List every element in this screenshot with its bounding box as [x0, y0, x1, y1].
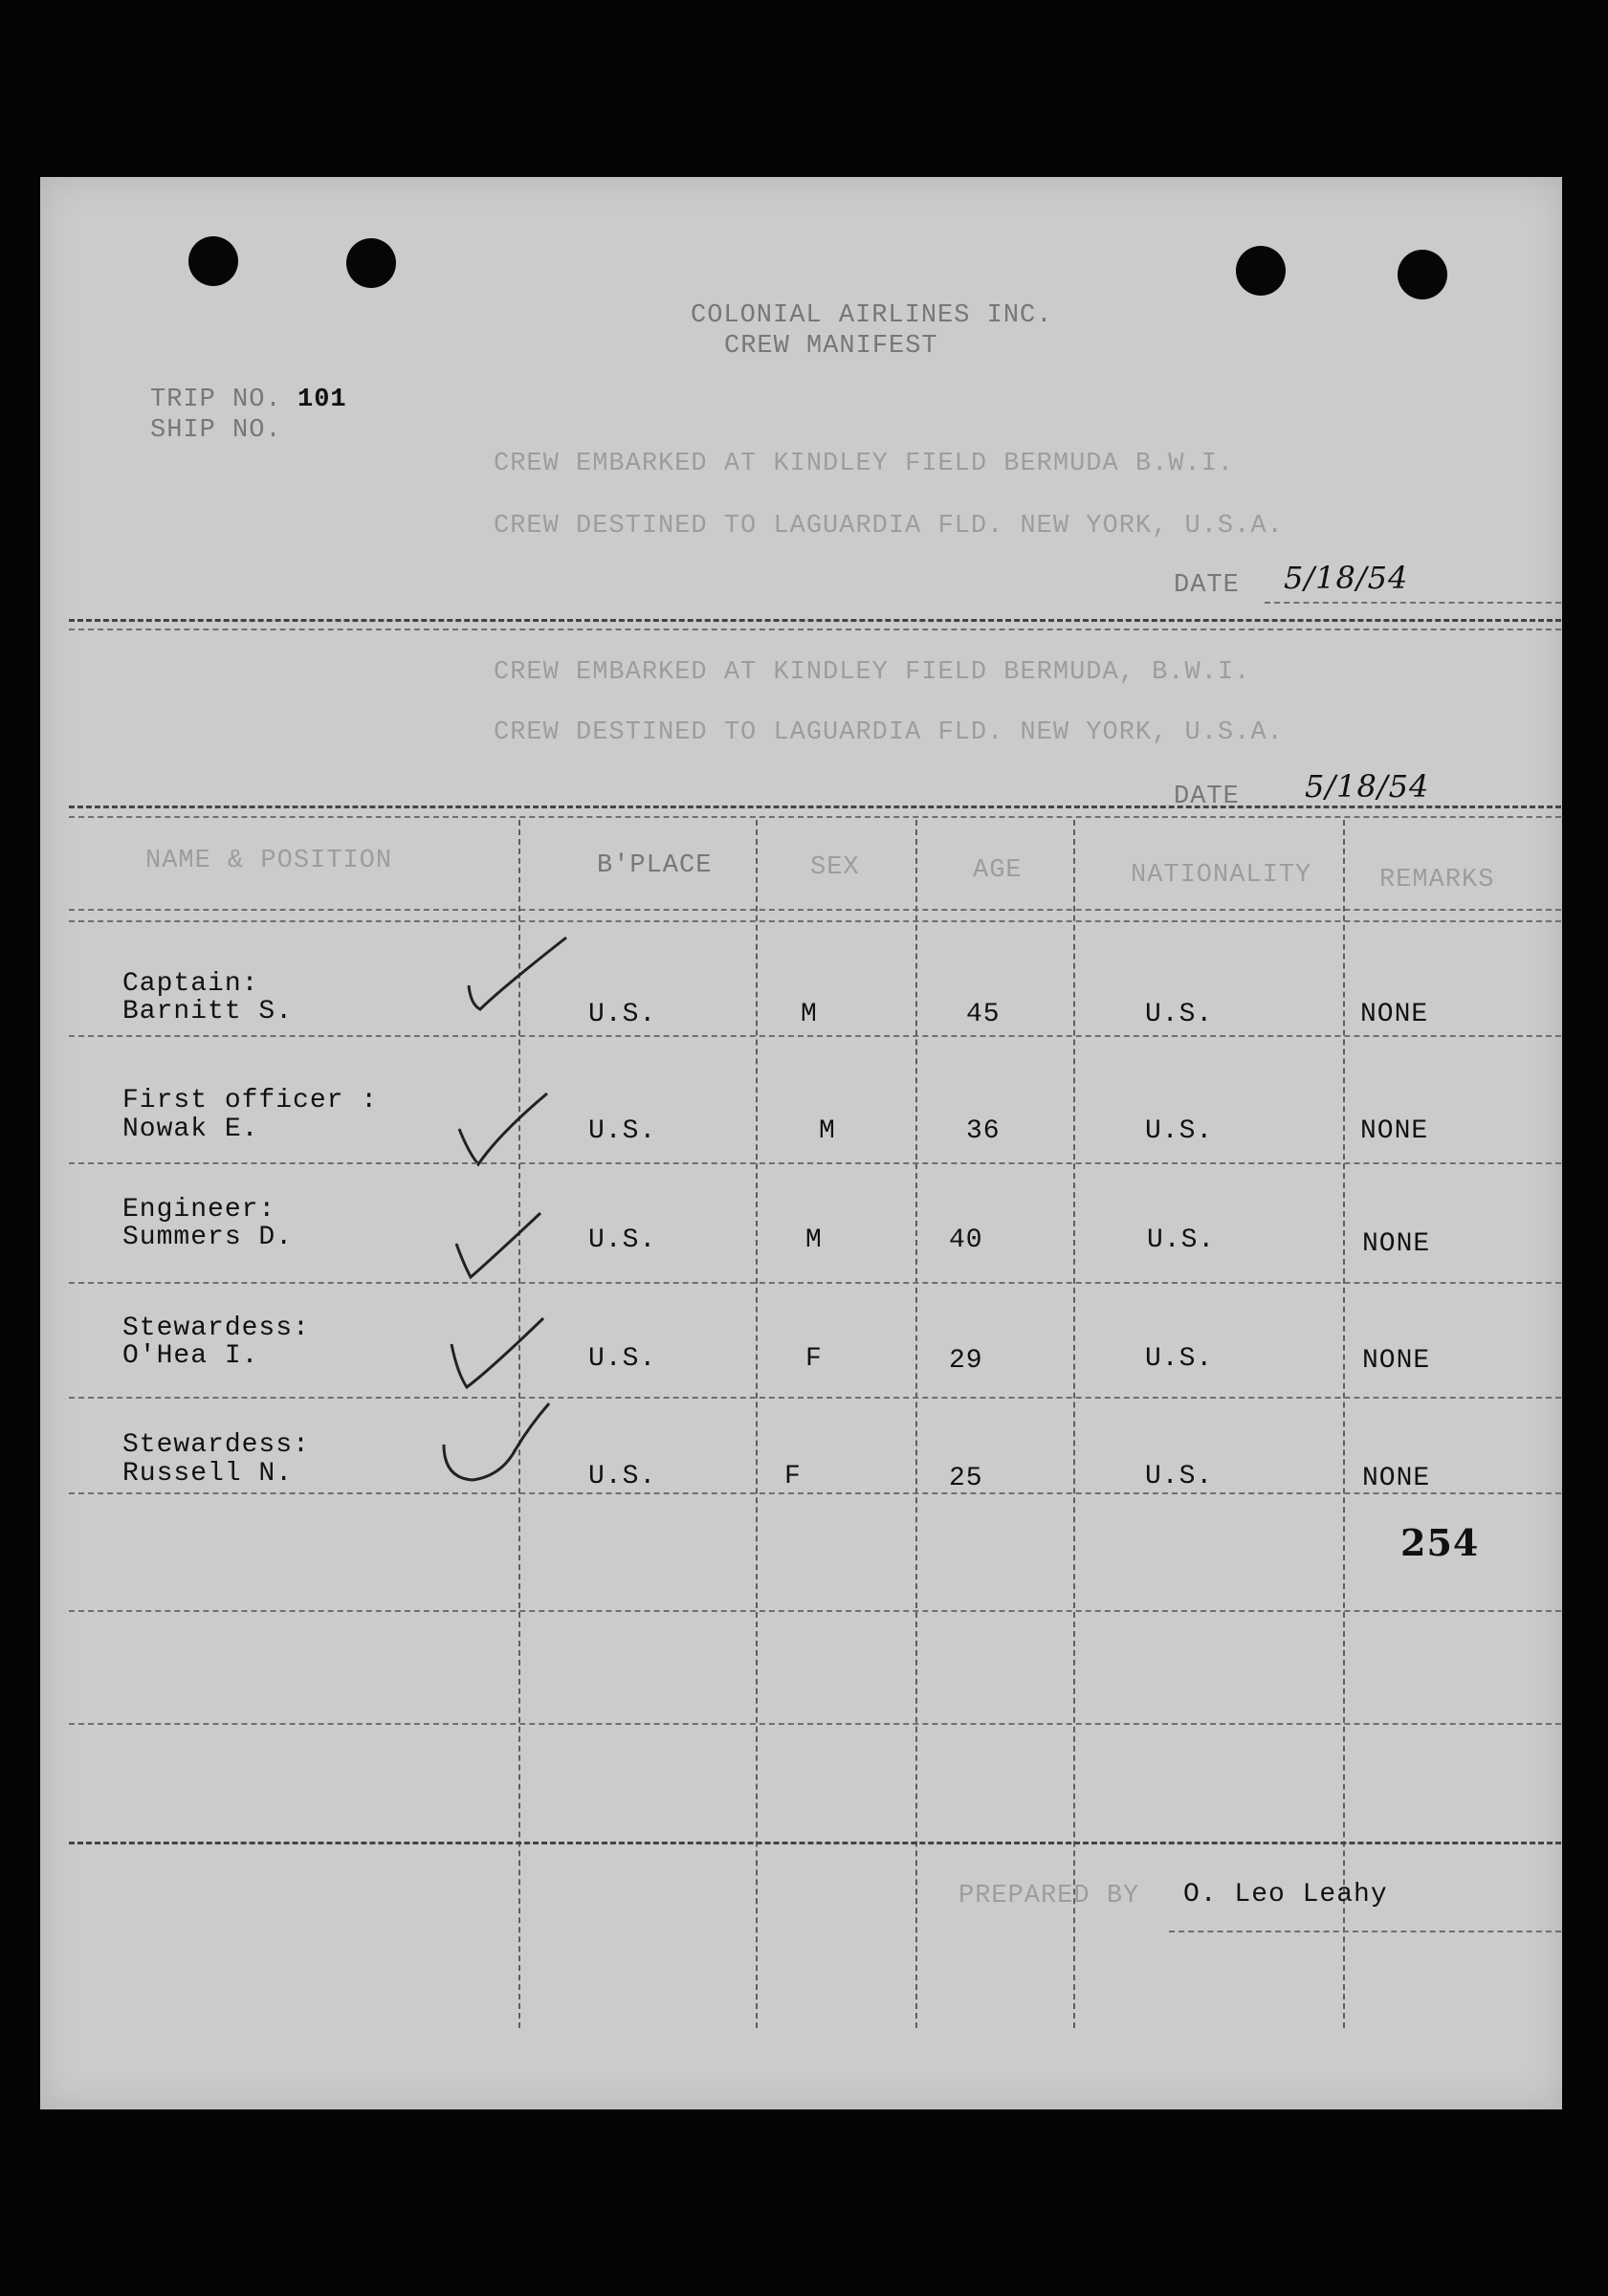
- header-rule-2: [69, 920, 1561, 922]
- embarked-line-1: CREW EMBARKED AT KINDLEY FIELD BERMUDA B.W.I.: [494, 450, 1235, 478]
- checkmark-icon: [447, 1205, 562, 1292]
- row-bplace: U.S.: [588, 1225, 657, 1255]
- section-divider-2: [69, 629, 1561, 630]
- row-nationality: U.S.: [1145, 1344, 1214, 1374]
- checkmark-icon: [461, 933, 585, 1019]
- row-name: Nowak E.: [122, 1115, 259, 1144]
- row-name: Barnitt S.: [122, 997, 294, 1027]
- row-bplace: U.S.: [588, 1462, 657, 1491]
- row-rule: [69, 1610, 1561, 1612]
- row-rule: [69, 1397, 1561, 1399]
- date-value-1: 5/18/54: [1284, 560, 1409, 596]
- row-remarks: NONE: [1360, 1116, 1429, 1146]
- row-rule: [69, 1162, 1561, 1164]
- row-nationality: U.S.: [1145, 1000, 1214, 1029]
- row-sex: M: [801, 1000, 818, 1029]
- document-title: CREW MANIFEST: [724, 332, 938, 361]
- table-top-rule: [69, 806, 1561, 808]
- signature-line: [1169, 1931, 1561, 1932]
- punch-hole-3: [1236, 246, 1286, 296]
- punch-hole-1: [188, 236, 238, 286]
- row-position: Stewardess:: [122, 1314, 310, 1343]
- company-name: COLONIAL AIRLINES INC.: [691, 301, 1053, 330]
- trip-number: 101: [297, 386, 347, 414]
- punch-hole-4: [1398, 250, 1447, 299]
- table-bottom-rule: [69, 1842, 1561, 1844]
- prepared-by-name: O. Leo Leahy: [1183, 1880, 1388, 1910]
- ship-label: SHIP NO.: [150, 416, 282, 445]
- header-rule: [69, 909, 1561, 911]
- row-rule: [69, 1282, 1561, 1284]
- row-age: 36: [966, 1116, 1001, 1146]
- checkmark-icon: [452, 1086, 566, 1172]
- trip-label: TRIP NO.: [150, 386, 282, 414]
- row-remarks: NONE: [1362, 1464, 1431, 1493]
- row-nationality: U.S.: [1145, 1462, 1214, 1491]
- row-remarks: NONE: [1362, 1346, 1431, 1376]
- row-bplace: U.S.: [588, 1000, 657, 1029]
- row-bplace: U.S.: [588, 1344, 657, 1374]
- header-nationality: NATIONALITY: [1131, 861, 1312, 890]
- column-divider: [915, 820, 917, 2028]
- row-position: Captain:: [122, 969, 259, 999]
- manifest-page: [40, 177, 1562, 2109]
- row-age: 40: [949, 1225, 983, 1255]
- row-sex: F: [805, 1344, 823, 1374]
- row-nationality: U.S.: [1145, 1116, 1214, 1146]
- header-remarks: REMARKS: [1379, 866, 1495, 894]
- destined-line-2: CREW DESTINED TO LAGUARDIA FLD. NEW YORK, U.S.A.: [494, 718, 1284, 747]
- destined-line-1: CREW DESTINED TO LAGUARDIA FLD. NEW YORK, U.S.A.: [494, 512, 1284, 541]
- date-label-1: DATE: [1174, 571, 1240, 600]
- prepared-by-label: PREPARED BY: [958, 1882, 1140, 1910]
- checkmark-icon: [434, 1392, 568, 1497]
- row-remarks: NONE: [1362, 1229, 1431, 1259]
- header-name-position: NAME & POSITION: [145, 847, 393, 875]
- page-number-stamp: 254: [1400, 1521, 1480, 1564]
- row-sex: M: [805, 1225, 823, 1255]
- table-top-rule-2: [69, 816, 1561, 818]
- row-sex: M: [819, 1116, 836, 1146]
- row-name: Summers D.: [122, 1223, 294, 1252]
- header-age: AGE: [973, 856, 1023, 885]
- date-value-2: 5/18/54: [1305, 768, 1430, 805]
- row-age: 29: [949, 1346, 983, 1376]
- row-nationality: U.S.: [1147, 1225, 1216, 1255]
- row-position: Stewardess:: [122, 1430, 310, 1460]
- row-age: 45: [966, 1000, 1001, 1029]
- row-name: Russell N.: [122, 1459, 294, 1489]
- row-position: First officer :: [122, 1086, 379, 1115]
- section-divider: [69, 619, 1561, 622]
- column-divider: [756, 820, 758, 2028]
- row-bplace: U.S.: [588, 1116, 657, 1146]
- row-sex: F: [784, 1462, 802, 1491]
- punch-hole-2: [346, 238, 396, 288]
- row-remarks: NONE: [1360, 1000, 1429, 1029]
- date-underline-1: [1265, 602, 1561, 604]
- row-name: O'Hea I.: [122, 1341, 259, 1371]
- row-position: Engineer:: [122, 1195, 276, 1225]
- row-rule: [69, 1492, 1561, 1494]
- column-divider: [1073, 820, 1075, 2028]
- column-divider: [1343, 820, 1345, 2028]
- header-bplace: B'PLACE: [597, 851, 713, 880]
- row-rule: [69, 1035, 1561, 1037]
- embarked-line-2: CREW EMBARKED AT KINDLEY FIELD BERMUDA, B.W.I.: [494, 658, 1251, 687]
- date-label-2: DATE: [1174, 783, 1240, 811]
- header-sex: SEX: [810, 853, 860, 882]
- row-rule: [69, 1723, 1561, 1725]
- row-age: 25: [949, 1464, 983, 1493]
